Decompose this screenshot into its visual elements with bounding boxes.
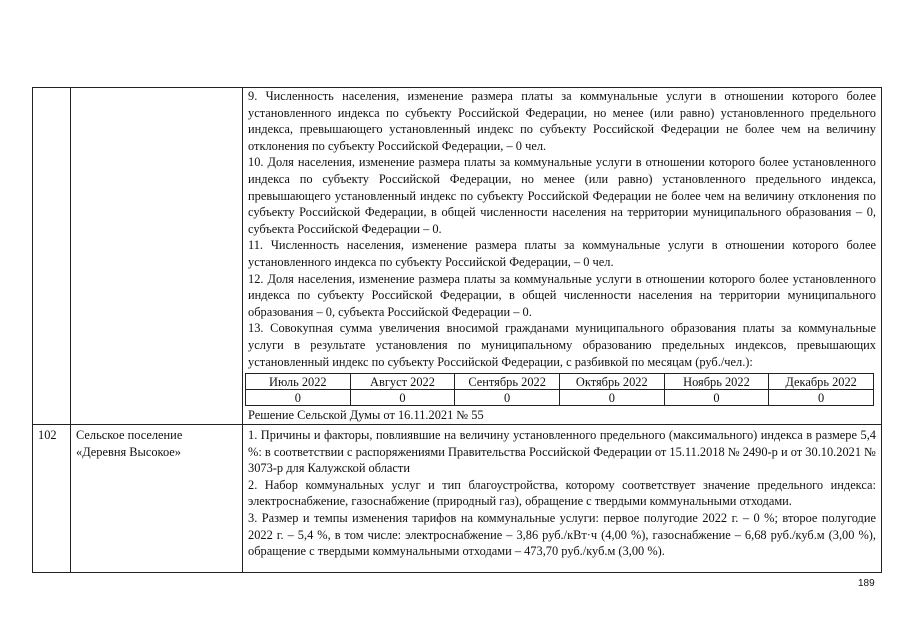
- month-header: Сентябрь 2022: [455, 374, 560, 390]
- table-column-divider-2: [242, 87, 243, 573]
- paragraph-1: 1. Причины и факторы, повлиявшие на величину установленного предельного (максимального) индекса в размере 5,4 %: в соответствии с распоряжениями Правительства Российской Федерации от 15.11.2018 № 2490-р и от 30.10.2021 № 3073-р для Калужской области: [248, 428, 876, 476]
- paragraph-9: 9. Численность населения, изменение размера платы за коммунальные услуги в отношении которого более установленного индекса по субъекту Российской Федерации, но менее (или равно) установленного предельного индекса, превышающего установленный индекс по субъекту Российской Федерации не более чем на величину отклонения по субъекту Российской Федерации, – 0 чел.: [248, 89, 876, 153]
- month-header: Июль 2022: [246, 374, 351, 390]
- month-header: Октябрь 2022: [559, 374, 664, 390]
- table-border-right: [881, 87, 882, 573]
- paragraph-11: 11. Численность населения, изменение размера платы за коммунальные услуги в отношении которого более установленного индекса по субъекту Российской Федерации, – 0 чел.: [248, 238, 876, 269]
- row-102-text: [248, 427, 876, 560]
- paragraph-10: 10. Доля населения, изменение размера платы за коммунальные услуги в отношении которого более установленного индекса по субъекту Российской Федерации, но менее (или равно) установленного предельного индекса, превышающего установленный индекс по субъекту Российской Федерации не более чем на величину отклонения по субъекту Российской Федерации, в общей численности населения на территории муниципального образования – 0, субъекта Российской Федерации – 0.: [248, 155, 876, 236]
- row-number: 102: [38, 428, 57, 442]
- month-value: 0: [455, 390, 560, 406]
- table-column-divider-1: [70, 87, 71, 573]
- month-header: Декабрь 2022: [769, 374, 874, 390]
- table-row-divider: [32, 424, 882, 425]
- month-value: 0: [559, 390, 664, 406]
- month-header: Август 2022: [350, 374, 455, 390]
- paragraph-3: 3. Размер и темпы изменения тарифов на коммунальные услуги: первое полугодие 2022 г. – 0 %; второе полугодие 2022 г. – 5,4 %, в том числе: электроснабжение – 3,86 руб./кВт·ч (4,00 %), газоснабжение – 6,68 руб./куб.м (3,00 %), обращение с твердыми коммунальными отходами – 473,70 руб./куб.м (3,00 %).: [248, 510, 876, 559]
- month-value: 0: [350, 390, 455, 406]
- month-header: Ноябрь 2022: [664, 374, 769, 390]
- table-row: [246, 390, 874, 406]
- month-value: 0: [769, 390, 874, 406]
- month-value: 0: [664, 390, 769, 406]
- continued-row-text: [248, 88, 876, 370]
- table-row: [246, 374, 874, 390]
- monthly-amount-table: [245, 373, 874, 406]
- municipality-name-line-1: Сельское поселение: [76, 428, 183, 442]
- table-border-bottom: [32, 572, 882, 573]
- page-number: 189: [858, 578, 875, 589]
- paragraph-2: 2. Набор коммунальных услуг и тип благоустройства, которому соответствует значение предельного индекса: электроснабжение, газоснабжение (природный газ), обращение с твердыми коммунальными отходами.: [248, 477, 876, 509]
- paragraph-12: 12. Доля населения, изменение размера платы за коммунальные услуги в отношении которого более установленного индекса по субъекту Российской Федерации, в общей численности населения на территории муниципального образования – 0, субъекта Российской Федерации – 0.: [248, 271, 876, 319]
- table-border-left: [32, 87, 33, 573]
- municipality-name: [76, 427, 241, 460]
- decision-reference: Решение Сельской Думы от 16.11.2021 № 55: [248, 408, 484, 422]
- municipality-name-line-2: «Деревня Высокое»: [76, 444, 181, 459]
- month-value: 0: [246, 390, 351, 406]
- paragraph-13: 13. Совокупная сумма увеличения вносимой гражданами муниципального образования платы за коммунальные услуги в результате установления по муниципальному образованию предельных индексов, превышающих установленный индекс по субъекту Российской Федерации, с разбивкой по месяцам (руб./чел.):: [248, 321, 876, 369]
